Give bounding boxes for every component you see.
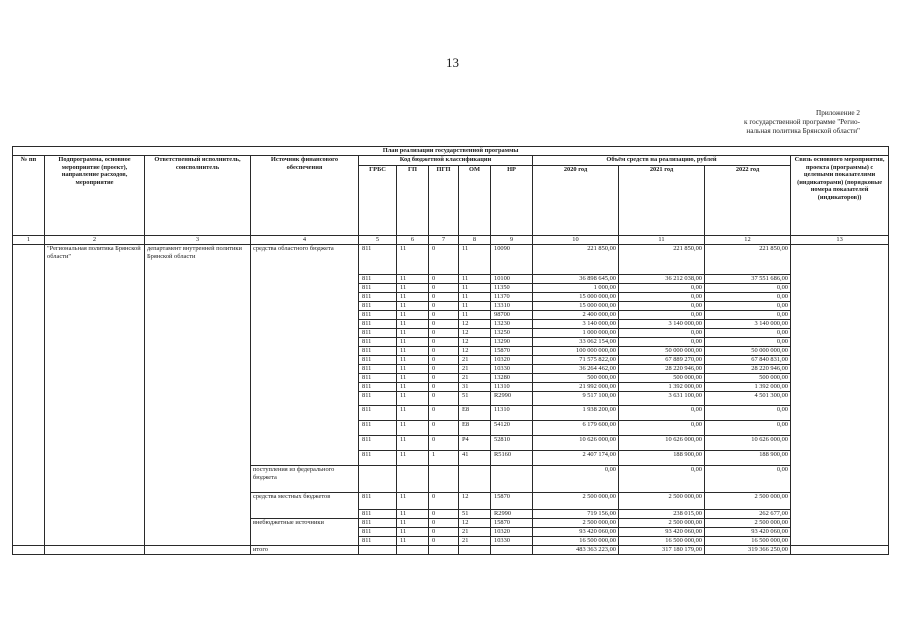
cell-2022: 16 500 000,00 (705, 537, 791, 546)
header-om: ОМ (459, 166, 491, 236)
cell-pgp: 0 (429, 528, 459, 537)
cell-grbs: 811 (359, 284, 397, 293)
cell-pgp: 0 (429, 365, 459, 374)
header-2021: 2021 год (619, 166, 705, 236)
cell-2022: 188 900,00 (705, 451, 791, 466)
header-budget-code: Код бюджетной классификации (359, 156, 533, 166)
cell-grbs: 811 (359, 245, 397, 275)
cell-empty (491, 546, 533, 555)
column-number: 10 (533, 236, 619, 245)
cell-2022: 0,00 (705, 311, 791, 320)
cell-2021: 1 392 000,00 (619, 383, 705, 392)
cell-om: 11 (459, 293, 491, 302)
cell-grbs: 811 (359, 537, 397, 546)
cell-om: E8 (459, 421, 491, 436)
cell-gp: 11 (397, 528, 429, 537)
cell-responsible: департамент внутренней политики Брянской области (145, 245, 251, 546)
cell-2020: 93 420 060,00 (533, 528, 619, 537)
cell-pgp: 0 (429, 338, 459, 347)
cell-2022: 50 000 000,00 (705, 347, 791, 356)
cell-nr: 52810 (491, 436, 533, 451)
cell-om: 21 (459, 356, 491, 365)
cell-om: 12 (459, 320, 491, 329)
cell-2022: 67 840 831,00 (705, 356, 791, 365)
cell-nr: 10320 (491, 356, 533, 365)
cell-2020: 21 992 000,00 (533, 383, 619, 392)
cell-2022: 0,00 (705, 338, 791, 347)
cell-2020: 0,00 (533, 466, 619, 493)
cell-2022: 0,00 (705, 302, 791, 311)
cell-program-name: "Региональная политика Брянской области" (45, 245, 145, 546)
cell-pgp: 0 (429, 519, 459, 528)
cell-2021: 500 000,00 (619, 374, 705, 383)
cell-nr: 15870 (491, 347, 533, 356)
cell-gp: 11 (397, 436, 429, 451)
cell-nr: 11350 (491, 284, 533, 293)
cell-grbs: 811 (359, 374, 397, 383)
table-title: План реализации государственной программы (13, 147, 889, 156)
cell-nr: 10100 (491, 275, 533, 284)
cell-grbs: 811 (359, 338, 397, 347)
cell-nr: R2990 (491, 392, 533, 406)
cell-pgp: 0 (429, 320, 459, 329)
header-link: Связь основного мероприятия, проекта (программы) с целевыми показателями (индикаторами) (порядковые номера показателей (индикаторов)) (791, 156, 889, 236)
cell-om: 51 (459, 510, 491, 519)
cell-pgp: 0 (429, 293, 459, 302)
cell-2022: 37 551 686,00 (705, 275, 791, 284)
cell-2021: 93 420 060,00 (619, 528, 705, 537)
cell-empty (459, 546, 491, 555)
cell-empty (397, 466, 429, 493)
cell-2020: 33 062 154,00 (533, 338, 619, 347)
column-number: 1 (13, 236, 45, 245)
cell-empty (145, 546, 251, 555)
cell-gp: 11 (397, 392, 429, 406)
cell-om: 31 (459, 383, 491, 392)
cell-om: 11 (459, 302, 491, 311)
cell-gp: 11 (397, 347, 429, 356)
cell-pgp: 0 (429, 284, 459, 293)
cell-grbs: 811 (359, 320, 397, 329)
cell-pgp: 0 (429, 436, 459, 451)
cell-2022: 0,00 (705, 466, 791, 493)
cell-grbs: 811 (359, 356, 397, 365)
cell-grbs: 811 (359, 293, 397, 302)
header-gp: ГП (397, 166, 429, 236)
cell-om: 12 (459, 493, 491, 510)
cell-gp: 11 (397, 329, 429, 338)
cell-pgp: 0 (429, 392, 459, 406)
cell-grbs: 811 (359, 383, 397, 392)
cell-grbs: 811 (359, 421, 397, 436)
cell-2021: 0,00 (619, 421, 705, 436)
cell-2022: 10 626 000,00 (705, 436, 791, 451)
cell-grbs: 811 (359, 275, 397, 284)
cell-link (791, 245, 889, 546)
cell-empty (45, 546, 145, 555)
cell-pgp: 1 (429, 451, 459, 466)
column-number: 2 (45, 236, 145, 245)
cell-nr: 15870 (491, 519, 533, 528)
header-grbs: ГРБС (359, 166, 397, 236)
cell-2020: 15 000 000,00 (533, 293, 619, 302)
cell-om: 51 (459, 392, 491, 406)
cell-gp: 11 (397, 311, 429, 320)
cell-2021: 0,00 (619, 302, 705, 311)
cell-nr: 13290 (491, 338, 533, 347)
cell-om: E8 (459, 406, 491, 421)
cell-2022: 2 500 000,00 (705, 519, 791, 528)
page-number: 13 (446, 55, 459, 70)
cell-2021: 0,00 (619, 284, 705, 293)
cell-om: 21 (459, 374, 491, 383)
cell-2021: 221 850,00 (619, 245, 705, 275)
cell-2020: 36 264 462,00 (533, 365, 619, 374)
cell-2021: 238 015,00 (619, 510, 705, 519)
column-number: 5 (359, 236, 397, 245)
cell-2020: 9 517 100,00 (533, 392, 619, 406)
header-2020: 2020 год (533, 166, 619, 236)
cell-2021: 0,00 (619, 293, 705, 302)
column-number: 9 (491, 236, 533, 245)
cell-2022: 1 392 000,00 (705, 383, 791, 392)
cell-empty (359, 466, 397, 493)
cell-grbs: 811 (359, 493, 397, 510)
cell-gp: 11 (397, 451, 429, 466)
cell-2021: 3 140 000,00 (619, 320, 705, 329)
cell-2021: 0,00 (619, 466, 705, 493)
cell-grbs: 811 (359, 510, 397, 519)
cell-2022: 28 220 946,00 (705, 365, 791, 374)
cell-nr: 10090 (491, 245, 533, 275)
cell-grbs: 811 (359, 347, 397, 356)
cell-2020: 15 000 000,00 (533, 302, 619, 311)
cell-nr: 13250 (491, 329, 533, 338)
cell-2022: 0,00 (705, 284, 791, 293)
cell-gp: 11 (397, 406, 429, 421)
cell-pgp: 0 (429, 421, 459, 436)
appendix-line-2: к государственной программе "Регио- (744, 118, 860, 126)
cell-om: 11 (459, 275, 491, 284)
cell-2021: 28 220 946,00 (619, 365, 705, 374)
column-number: 12 (705, 236, 791, 245)
appendix-note (640, 109, 860, 136)
cell-grbs: 811 (359, 329, 397, 338)
cell-gp: 11 (397, 302, 429, 311)
cell-2020: 2 400 000,00 (533, 311, 619, 320)
cell-gp: 11 (397, 421, 429, 436)
cell-nr: R5160 (491, 451, 533, 466)
appendix-line-3: нальная политика Брянской области" (746, 127, 860, 135)
cell-empty (359, 546, 397, 555)
cell-gp: 11 (397, 293, 429, 302)
cell-2022: 319 366 250,00 (705, 546, 791, 555)
cell-2021: 16 500 000,00 (619, 537, 705, 546)
table-row (13, 245, 889, 275)
cell-2022: 4 501 300,00 (705, 392, 791, 406)
cell-nr: 10330 (491, 537, 533, 546)
cell-2020: 16 500 000,00 (533, 537, 619, 546)
cell-gp: 11 (397, 338, 429, 347)
cell-grbs: 811 (359, 436, 397, 451)
cell-gp: 11 (397, 383, 429, 392)
cell-gp: 11 (397, 537, 429, 546)
cell-pgp: 0 (429, 406, 459, 421)
cell-2020: 719 156,00 (533, 510, 619, 519)
cell-2020: 483 363 223,00 (533, 546, 619, 555)
cell-2020: 1 000,00 (533, 284, 619, 293)
cell-2021: 0,00 (619, 329, 705, 338)
cell-gp: 11 (397, 493, 429, 510)
cell-source-extra: внебюджетные источники (251, 519, 359, 546)
cell-om: 12 (459, 519, 491, 528)
cell-pgp: 0 (429, 311, 459, 320)
cell-grbs: 811 (359, 406, 397, 421)
column-number: 3 (145, 236, 251, 245)
header-responsible: Ответственный исполнитель, соисполнитель (145, 156, 251, 236)
cell-gp: 11 (397, 510, 429, 519)
cell-nr: 13230 (491, 320, 533, 329)
cell-2020: 1 000 000,00 (533, 329, 619, 338)
cell-2022: 0,00 (705, 329, 791, 338)
cell-2022: 0,00 (705, 406, 791, 421)
cell-gp: 11 (397, 245, 429, 275)
cell-gp: 11 (397, 284, 429, 293)
column-number: 7 (429, 236, 459, 245)
cell-2021: 0,00 (619, 338, 705, 347)
cell-2022: 262 677,00 (705, 510, 791, 519)
cell-nr: 54120 (491, 421, 533, 436)
cell-total-label: итого (251, 546, 359, 555)
cell-pgp: 0 (429, 347, 459, 356)
cell-2022: 0,00 (705, 293, 791, 302)
cell-pgp: 0 (429, 275, 459, 284)
cell-om: 12 (459, 329, 491, 338)
cell-2022: 3 140 000,00 (705, 320, 791, 329)
cell-2021: 2 500 000,00 (619, 519, 705, 528)
cell-grbs: 811 (359, 392, 397, 406)
cell-om: P4 (459, 436, 491, 451)
cell-om: 21 (459, 528, 491, 537)
cell-nr: 11310 (491, 383, 533, 392)
header-nr: НР (491, 166, 533, 236)
cell-empty (429, 466, 459, 493)
cell-grbs: 811 (359, 519, 397, 528)
cell-2020: 100 000 000,00 (533, 347, 619, 356)
cell-om: 21 (459, 537, 491, 546)
column-number: 6 (397, 236, 429, 245)
cell-2022: 221 850,00 (705, 245, 791, 275)
cell-2021: 3 631 100,00 (619, 392, 705, 406)
cell-nr: R2990 (491, 510, 533, 519)
cell-2020: 500 000,00 (533, 374, 619, 383)
cell-pgp: 0 (429, 329, 459, 338)
cell-pgp: 0 (429, 383, 459, 392)
cell-grbs: 811 (359, 365, 397, 374)
cell-2021: 188 900,00 (619, 451, 705, 466)
cell-pgp: 0 (429, 374, 459, 383)
column-number: 4 (251, 236, 359, 245)
cell-pgp: 0 (429, 537, 459, 546)
cell-nr: 11310 (491, 406, 533, 421)
cell-grbs: 811 (359, 302, 397, 311)
cell-nr: 15870 (491, 493, 533, 510)
cell-no (13, 245, 45, 546)
cell-gp: 11 (397, 365, 429, 374)
cell-2021: 317 180 179,00 (619, 546, 705, 555)
cell-2020: 2 500 000,00 (533, 519, 619, 528)
table-row-total (13, 546, 889, 555)
cell-2020: 2 407 174,00 (533, 451, 619, 466)
cell-gp: 11 (397, 356, 429, 365)
cell-2020: 1 938 200,00 (533, 406, 619, 421)
cell-source-federal: поступления из федерального бюджета (251, 466, 359, 493)
cell-2022: 2 500 000,00 (705, 493, 791, 510)
column-number-row (13, 236, 889, 245)
cell-om: 11 (459, 284, 491, 293)
cell-2021: 50 000 000,00 (619, 347, 705, 356)
cell-2020: 3 140 000,00 (533, 320, 619, 329)
cell-2021: 2 500 000,00 (619, 493, 705, 510)
cell-pgp: 0 (429, 510, 459, 519)
header-no: № пп (13, 156, 45, 236)
cell-2021: 36 212 038,00 (619, 275, 705, 284)
column-number: 13 (791, 236, 889, 245)
cell-grbs: 811 (359, 451, 397, 466)
cell-empty (429, 546, 459, 555)
cell-empty (791, 546, 889, 555)
cell-nr: 98700 (491, 311, 533, 320)
cell-source-regional: средства областного бюджета (251, 245, 359, 466)
column-number: 11 (619, 236, 705, 245)
cell-empty (491, 466, 533, 493)
cell-om: 11 (459, 311, 491, 320)
header-volume: Объём средств на реализацию, рублей (533, 156, 791, 166)
header-subprogram: Подпрограмма, основное мероприятие (проект), направление расходов, мероприятие (45, 156, 145, 236)
cell-om: 21 (459, 365, 491, 374)
cell-empty (459, 466, 491, 493)
plan-table (12, 146, 889, 555)
cell-nr: 13310 (491, 302, 533, 311)
cell-2022: 500 000,00 (705, 374, 791, 383)
cell-pgp: 0 (429, 493, 459, 510)
cell-2020: 2 500 000,00 (533, 493, 619, 510)
cell-grbs: 811 (359, 311, 397, 320)
cell-2020: 6 179 600,00 (533, 421, 619, 436)
cell-2020: 36 898 645,00 (533, 275, 619, 284)
cell-2022: 0,00 (705, 421, 791, 436)
cell-2020: 10 626 000,00 (533, 436, 619, 451)
header-pgp: ПГП (429, 166, 459, 236)
cell-nr: 13280 (491, 374, 533, 383)
cell-gp: 11 (397, 275, 429, 284)
cell-pgp: 0 (429, 356, 459, 365)
cell-nr: 10320 (491, 528, 533, 537)
cell-2020: 221 850,00 (533, 245, 619, 275)
cell-om: 11 (459, 245, 491, 275)
cell-2021: 10 626 000,00 (619, 436, 705, 451)
cell-om: 12 (459, 347, 491, 356)
cell-gp: 11 (397, 320, 429, 329)
table-body (13, 245, 889, 555)
cell-source-local: средства местных бюджетов (251, 493, 359, 519)
cell-grbs: 811 (359, 528, 397, 537)
cell-nr: 11370 (491, 293, 533, 302)
cell-empty (397, 546, 429, 555)
cell-2021: 67 889 270,00 (619, 356, 705, 365)
cell-nr: 10330 (491, 365, 533, 374)
cell-2022: 93 420 060,00 (705, 528, 791, 537)
cell-om: 12 (459, 338, 491, 347)
cell-2021: 0,00 (619, 311, 705, 320)
cell-pgp: 0 (429, 302, 459, 311)
column-number: 8 (459, 236, 491, 245)
cell-om: 41 (459, 451, 491, 466)
header-2022: 2022 год (705, 166, 791, 236)
cell-2020: 71 575 822,00 (533, 356, 619, 365)
cell-empty (13, 546, 45, 555)
cell-pgp: 0 (429, 245, 459, 275)
cell-gp: 11 (397, 519, 429, 528)
cell-gp: 11 (397, 374, 429, 383)
header-source: Источник финансового обеспечения (251, 156, 359, 236)
cell-2021: 0,00 (619, 406, 705, 421)
appendix-line-1: Приложение 2 (816, 109, 860, 117)
